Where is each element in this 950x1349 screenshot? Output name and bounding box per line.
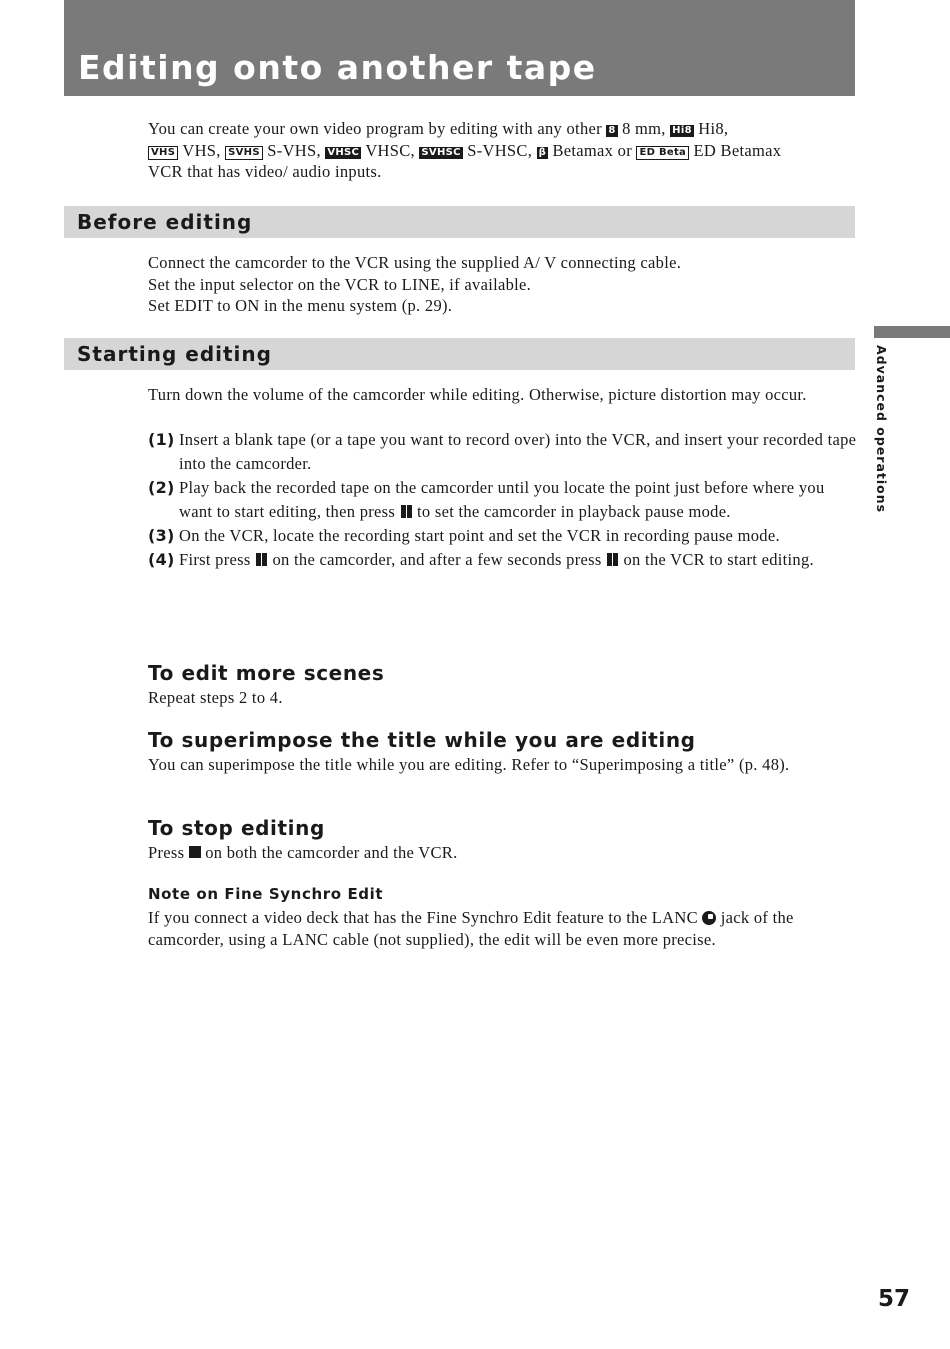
- text-paragraph: [148, 907, 858, 950]
- step-text: First press: [179, 550, 251, 569]
- subheading-more-scenes: To edit more scenes: [148, 661, 385, 685]
- ed-beta-logo-icon: ED Beta: [636, 146, 689, 160]
- step-number: (2): [148, 478, 175, 497]
- page-number: 57: [877, 1286, 910, 1312]
- svhsc-logo-icon: SVHSC: [421, 146, 461, 158]
- text-paragraph: Repeat steps 2 to 4.: [148, 688, 283, 707]
- intro-text: You can create your own video program by editing with any other: [148, 119, 602, 138]
- page-title: Editing onto another tape: [78, 48, 597, 87]
- text-fragment: Press: [148, 843, 185, 862]
- 8mm-logo-icon: 8: [608, 125, 616, 136]
- superimpose-text: [148, 754, 858, 776]
- text-paragraph: You can superimpose the title while you are editing. Refer to “Superimposing a title” (p. 48).: [148, 755, 790, 774]
- step-text: to set the camcorder in playback pause mode.: [416, 502, 731, 521]
- text-line: Set the input selector on the VCR to LINE, if available.: [148, 274, 532, 294]
- stop-icon: [189, 846, 201, 858]
- side-tab-marker: [874, 326, 950, 338]
- section-bar-starting-editing: [64, 338, 855, 370]
- format-vhs: VHS,: [182, 140, 221, 160]
- side-tab-text: Advanced operations: [874, 345, 889, 514]
- step-text: Play back the recorded tape on the camcorder until you locate the point just before where you want to start editing, then press: [179, 478, 825, 521]
- pause-icon: [606, 553, 619, 566]
- subheading-stop-editing: To stop editing: [148, 816, 325, 840]
- step-list: [148, 428, 858, 572]
- side-tab-label: [868, 345, 890, 515]
- step-text: Insert a blank tape (or a tape you want to record over) into the VCR, and insert your recorded tape into the camcorder.: [179, 430, 857, 473]
- hi8-logo-icon: Hi8: [672, 125, 692, 136]
- step-3: [148, 524, 858, 548]
- stop-editing-text: [148, 842, 858, 864]
- text-line: Connect the camcorder to the VCR using the supplied A/ V connecting cable.: [148, 253, 682, 272]
- vhs-logo-icon: VHS: [148, 146, 178, 160]
- section-bar-before-editing: [64, 206, 855, 238]
- step-2: [148, 476, 858, 524]
- more-scenes-text: [148, 687, 858, 709]
- format-vhsc: VHSC,: [365, 140, 415, 160]
- pause-icon: [255, 553, 268, 566]
- text-paragraph: [148, 842, 858, 864]
- before-editing-text: [148, 252, 858, 317]
- lanc-icon: [702, 911, 716, 925]
- text-line: Set EDIT to ON in the menu system (p. 29).: [148, 296, 453, 315]
- text-fragment: on both the camcorder and the VCR.: [205, 843, 458, 862]
- note-heading: Note on Fine Synchro Edit: [148, 885, 384, 903]
- subheading-superimpose: To superimpose the title while you are editing: [148, 728, 696, 752]
- vhsc-logo-icon: VHSC: [327, 146, 360, 158]
- step-number: (3): [148, 526, 175, 545]
- step-text: on the camcorder, and after a few seconds press: [272, 550, 602, 569]
- text-paragraph: Turn down the volume of the camcorder while editing. Otherwise, picture distortion may occur.: [148, 385, 807, 404]
- intro-text-end: VCR that has video/ audio inputs.: [148, 162, 382, 181]
- title-bar: [64, 0, 855, 96]
- intro-paragraph: [148, 118, 858, 183]
- format-svhs: S-VHS,: [267, 140, 321, 160]
- note-text: [148, 907, 858, 950]
- format-ed-betamax: ED Betamax: [693, 140, 782, 160]
- format-betamax: Betamax or: [552, 140, 632, 160]
- section-heading: Starting editing: [77, 342, 272, 366]
- text-fragment: jack of the camcorder, using a LANC cable (not supplied), the edit will be even more precise.: [148, 908, 794, 949]
- step-text: On the VCR, locate the recording start point and set the VCR in recording pause mode.: [179, 526, 780, 545]
- starting-editing-intro: [148, 384, 858, 406]
- pause-icon: [400, 505, 413, 518]
- section-heading: Before editing: [77, 210, 253, 234]
- text-fragment: If you connect a video deck that has the Fine Synchro Edit feature to the LANC: [148, 908, 698, 927]
- step-number: (1): [148, 430, 175, 449]
- step-text: on the VCR to start editing.: [623, 550, 814, 569]
- svhs-logo-icon: SVHS: [225, 146, 263, 160]
- betamax-logo-icon: β: [538, 146, 547, 158]
- format-svhsc: S-VHSC,: [467, 140, 533, 160]
- format-8mm: 8 mm,: [622, 119, 666, 138]
- format-hi8: Hi8,: [698, 119, 729, 138]
- step-4: [148, 548, 858, 572]
- step-number: (4): [148, 550, 175, 569]
- step-1: [148, 428, 858, 476]
